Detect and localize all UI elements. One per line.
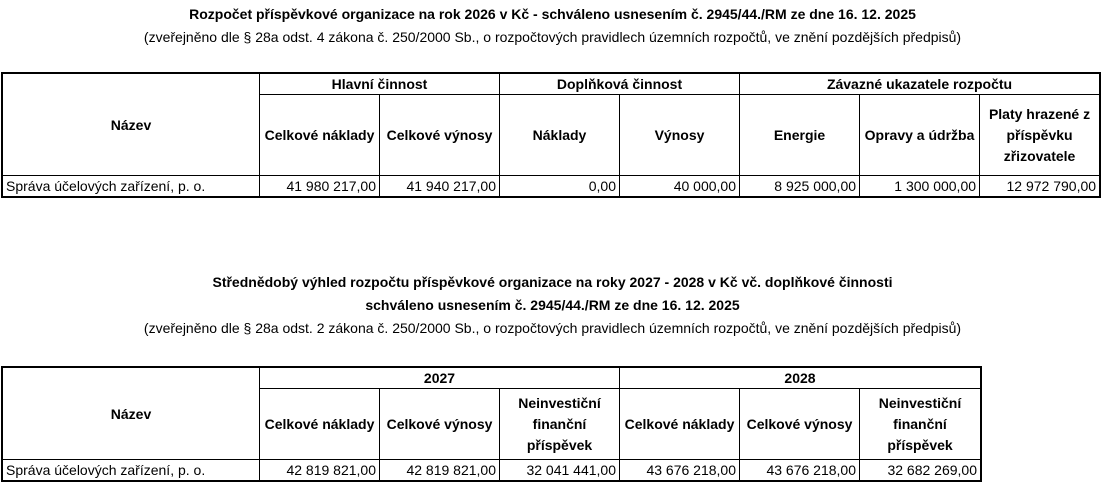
group-header-supplementary-activity: Doplňková činnost: [500, 74, 740, 95]
column-header: Celkové náklady: [260, 95, 380, 176]
budget-group-header-row: [3, 74, 1100, 95]
column-header: Celkové výnosy: [380, 95, 500, 176]
row-name: Správa účelových zařízení, p. o.: [3, 176, 260, 197]
table-row: [3, 460, 981, 481]
column-header: Neinvestiční finanční příspěvek: [500, 389, 620, 460]
budget-table: [2, 73, 1100, 197]
cell-value: 41 980 217,00: [260, 176, 380, 197]
outlook-title-line1: Střednědobý výhled rozpočtu příspěvkové organizace na roky 2027 - 2028 v Kč vč. doplňkové činnosti: [212, 274, 893, 290]
budget-legal-note: (zveřejněno dle § 28a odst. 4 zákona č. 250/2000 Sb., o rozpočtových pravidlech územních rozpočtů, ve znění pozdějších předpisů): [143, 29, 962, 45]
column-header: Celkové výnosy: [740, 389, 860, 460]
group-header-2027: 2027: [260, 368, 620, 389]
cell-value: 42 819 821,00: [380, 460, 500, 481]
cell-value: 40 000,00: [620, 176, 740, 197]
name-column-header: Název: [3, 368, 260, 460]
outlook-legal-note: (zveřejněno dle § 28a odst. 2 zákona č. 250/2000 Sb., o rozpočtových pravidlech územních rozpočtů, ve znění pozdějších předpisů): [143, 320, 962, 336]
column-header: Energie: [740, 95, 860, 176]
cell-value: 43 676 218,00: [620, 460, 740, 481]
cell-value: 41 940 217,00: [380, 176, 500, 197]
cell-value: 32 041 441,00: [500, 460, 620, 481]
table-row: [3, 176, 1100, 197]
group-header-2028: 2028: [620, 368, 981, 389]
group-header-main-activity: Hlavní činnost: [260, 74, 500, 95]
name-column-header: Název: [3, 74, 260, 176]
cell-value: 43 676 218,00: [740, 460, 860, 481]
budget-title: Rozpočet příspěvkové organizace na rok 2026 v Kč - schváleno usnesením č. 2945/44./RM ze dne 16. 12. 2025: [189, 6, 916, 22]
column-header: Celkové náklady: [260, 389, 380, 460]
column-header: Výnosy: [620, 95, 740, 176]
column-header: Opravy a údržba: [860, 95, 980, 176]
cell-value: 32 682 269,00: [860, 460, 981, 481]
group-header-binding-indicators: Závazné ukazatele rozpočtu: [740, 74, 1100, 95]
column-header: Celkové náklady: [620, 389, 740, 460]
outlook-table: [2, 367, 981, 481]
column-header: Neinvestiční finanční příspěvek: [860, 389, 981, 460]
column-header: Celkové výnosy: [380, 389, 500, 460]
outlook-title-line2: schváleno usnesením č. 2945/44./RM ze dne 16. 12. 2025: [365, 297, 740, 313]
cell-value: 0,00: [500, 176, 620, 197]
column-header: Platy hrazené z příspěvku zřizovatele: [980, 95, 1100, 176]
cell-value: 42 819 821,00: [260, 460, 380, 481]
cell-value: 12 972 790,00: [980, 176, 1100, 197]
column-header: Náklady: [500, 95, 620, 176]
outlook-group-header-row: [3, 368, 981, 389]
cell-value: 1 300 000,00: [860, 176, 980, 197]
row-name: Správa účelových zařízení, p. o.: [3, 460, 260, 481]
cell-value: 8 925 000,00: [740, 176, 860, 197]
